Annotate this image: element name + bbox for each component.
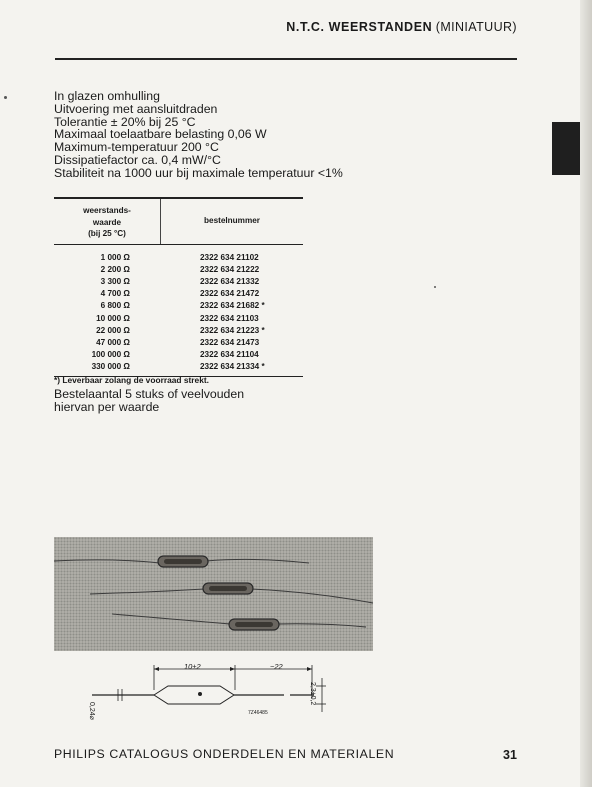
spec-line: Uitvoering met aansluitdraden [54,101,218,116]
table-row [54,312,303,324]
resistance-value: 100 000 Ω [91,350,130,360]
page-edge-shadow [580,0,592,787]
dimension-drawing [88,660,348,731]
col-header-line: (bij 25 °C) [88,229,126,238]
spec-line: Maximum-temperatuur 200 °C [54,140,219,155]
resistance-value: 2 200 Ω [100,264,130,274]
resistance-value: 330 000 Ω [91,362,130,372]
table-row [54,263,303,275]
order-number: 2322 634 21472 [200,289,260,299]
table-row [54,275,303,287]
order-note [54,388,244,413]
table-row [54,300,303,312]
col-header-number: bestelnummer [204,216,260,225]
spec-line: Maximaal toelaatbare belasting 0,06 W [54,127,267,142]
header-rule [55,58,517,60]
availability-footnote: *) Leverbaar zolang de voorraad strekt. [54,375,209,385]
header-title: N.T.C. WEERSTANDEN [286,20,433,34]
product-photo [54,537,373,651]
order-number: 2322 634 21473 [200,337,260,347]
header-subtitle: (MINIATUUR) [435,20,517,34]
table-row [54,324,303,336]
table-row [54,336,303,348]
dim-lead-label: ~22 [270,662,283,671]
scan-speck [4,96,7,99]
dim-length-label: 10±2 [184,662,201,671]
dim-diameter-label: 2,3±0,2 [309,682,316,706]
order-number: 2322 634 21334 * [200,362,265,372]
order-number: 2322 634 21102 [200,252,259,262]
page-header [0,20,517,34]
col-header-line: weerstands- [83,206,131,215]
spec-list [54,90,343,180]
resistance-value: 6 800 Ω [100,301,130,311]
col-header-line: waarde [92,217,122,227]
order-number: 2322 634 21223 * [200,325,265,335]
order-number: 2322 634 21103 [200,313,259,323]
order-table [54,197,303,377]
order-note-line: hiervan per waarde [54,399,160,414]
order-number: 2322 634 21332 [200,276,260,286]
spec-line: Stabiliteit na 1000 uur bij maximale temperatuur <1% [54,165,343,180]
table-header [54,199,303,245]
resistance-value: 47 000 Ω [96,337,130,347]
order-number: 2322 634 21104 [200,350,259,360]
drawing-ref-code: 7Z46485 [248,710,268,716]
page-number: 31 [503,748,517,762]
spec-line: In glazen omhulling [54,89,160,103]
thermistor-photo-graphic [54,537,373,651]
thumb-index-tab [552,122,580,175]
table-body [54,245,303,377]
table-row [54,349,303,361]
table-row [54,288,303,300]
table-row [54,361,303,373]
resistance-value: 10 000 Ω [96,313,130,323]
resistance-value: 3 300 Ω [100,276,130,286]
spec-line: Tolerantie ± 20% bij 25 °C [54,114,196,129]
scan-speck [434,286,436,288]
resistance-value: 1 000 Ω [100,252,130,262]
order-note-line: Bestelaantal 5 stuks of veelvouden [54,387,245,401]
resistance-value: 4 700 Ω [100,289,130,299]
order-number: 2322 634 21222 [200,264,260,274]
dim-wire-label: 0,24⌀ [88,702,95,720]
order-number: 2322 634 21682 * [200,301,265,311]
col-header-value [54,199,161,244]
resistance-value: 22 000 Ω [96,325,130,335]
spec-line: Dissipatiefactor ca. 0,4 mW/°C [54,152,221,167]
table-row [54,251,303,263]
footer-catalog: PHILIPS CATALOGUS ONDERDELEN EN MATERIALEN [54,747,395,761]
